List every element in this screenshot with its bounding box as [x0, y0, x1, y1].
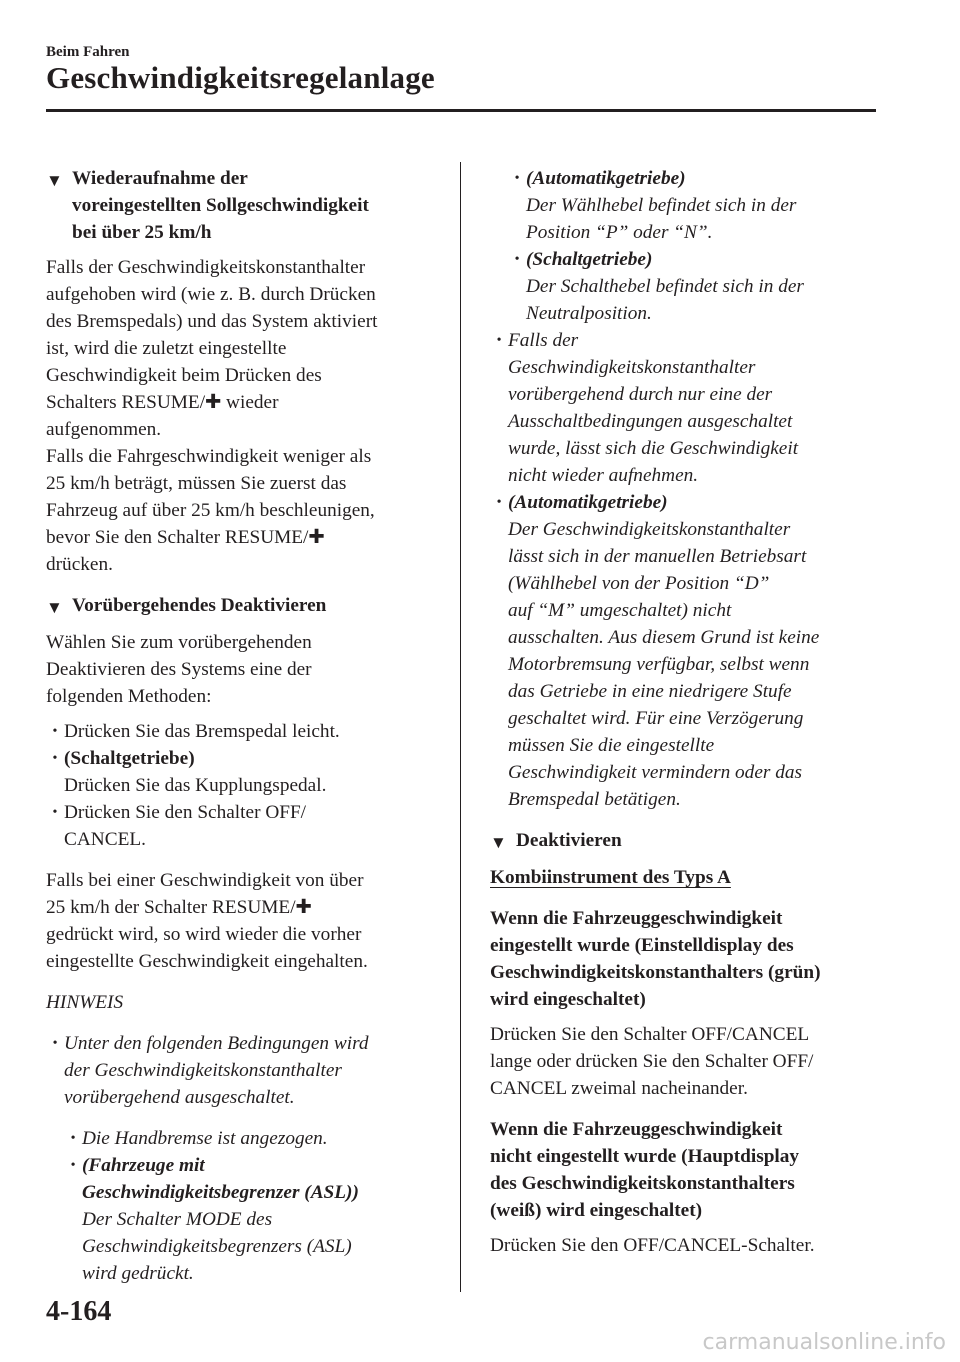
bullet-icon: •	[514, 252, 520, 267]
bullet-icon: •	[52, 724, 58, 739]
note-item	[46, 1030, 438, 1111]
list-item	[46, 745, 438, 799]
condition-heading-not-set: Wenn die Fahrzeuggeschwindigkeit nicht eingestellt wurde (Hauptdisplay des Geschwindigkeitskonstanthalters (weiß) wird eingeschaltet)	[490, 1119, 800, 1221]
bullet-icon: •	[52, 751, 58, 766]
note-subitem-text: Der Wählhebel befindet sich in der Position “P” oder “N”.	[526, 195, 797, 243]
paragraph-methods: Wählen Sie zum vorübergehenden Deaktivieren des Systems eine der folgenden Methoden:	[46, 632, 312, 707]
page-number: 4-164	[46, 1296, 112, 1327]
list-item	[46, 799, 438, 853]
note-subitem-head: (Fahrzeuge mit Geschwindigkeitsbegrenzer (ASL))	[82, 1155, 359, 1203]
list-item-text: Drücken Sie das Kupplungspedal.	[64, 775, 327, 796]
note-subitem	[64, 1125, 438, 1152]
bullet-icon: •	[52, 805, 58, 820]
subheading-cluster-type-a: Kombiinstrument des Typs A	[490, 867, 731, 888]
triangle-down-icon: ▼	[46, 171, 63, 190]
heading-resume-text: Wiederaufnahme der voreingestellten Sollgeschwindigkeit bei über 25 km/h	[72, 168, 369, 243]
note-subitem-head: (Schaltgetriebe)	[526, 249, 653, 270]
condition-text-set: Drücken Sie den Schalter OFF/CANCEL lange oder drücken Sie den Schalter OFF/ CANCEL zweimal nacheinander.	[490, 1024, 814, 1099]
list-item-text: Drücken Sie das Bremspedal leicht.	[64, 721, 340, 742]
note-item-head: (Automatikgetriebe)	[508, 492, 668, 513]
note-subitem-text: Die Handbremse ist angezogen.	[82, 1128, 328, 1149]
note-subitem-text: Der Schalter MODE des Geschwindigkeitsbegrenzers (ASL) wird gedrückt.	[82, 1209, 352, 1284]
right-column	[490, 165, 880, 1259]
page-title: Geschwindigkeitsregelanlage	[46, 60, 435, 95]
bullet-icon: •	[70, 1158, 76, 1173]
note-item-text: Falls der Geschwindigkeitskonstanthalter vorübergehend durch nur eine der Ausschaltbedingungen ausgeschaltet wurde, lässt sich die Geschwindigkeit nicht wieder aufnehmen.	[508, 330, 799, 486]
paragraph-resume: Falls der Geschwindigkeitskonstanthalter aufgehoben wird (wie z. B. durch Drücken des Bremspedals) und das System aktiviert ist, wird die zuletzt eingestellte Geschwindigkeit beim Drücken des Schalters RESUME/✚ wieder aufgenommen. Falls die Fahrgeschwindigkeit weniger als 25 km/h beträgt, müssen Sie zuerst das Fahrzeug auf über 25 km/h beschleunigen, bevor Sie den Schalter RESUME/✚ drücken.	[46, 257, 378, 575]
section-label: Beim Fahren	[46, 44, 130, 60]
note-subitem-text: Der Schalthebel befindet sich in der Neutralposition.	[526, 276, 804, 324]
header-rule	[46, 109, 876, 112]
condition-text-not-set: Drücken Sie den OFF/CANCEL-Schalter.	[490, 1235, 815, 1256]
bullet-icon: •	[496, 495, 502, 510]
note-subitem	[64, 1152, 438, 1287]
note-item	[490, 327, 880, 489]
heading-temporary-deactivate	[46, 592, 438, 621]
heading-deactivate-text: Deaktivieren	[516, 830, 622, 851]
triangle-down-icon: ▼	[46, 598, 63, 617]
condition-heading-set: Wenn die Fahrzeuggeschwindigkeit eingestellt wurde (Einstelldisplay des Geschwindigkeitskonstanthalters (grün) wird eingeschaltet)	[490, 908, 821, 1010]
note-subitem-head: (Automatikgetriebe)	[526, 168, 686, 189]
note-item-text: Unter den folgenden Bedingungen wird der Geschwindigkeitskonstanthalter vorübergehend ausgeschaltet.	[64, 1033, 369, 1108]
note-subitem	[508, 246, 880, 327]
heading-temporary-deactivate-text: Vorübergehendes Deaktivieren	[72, 595, 327, 616]
note-item-text: Der Geschwindigkeitskonstanthalter lässt sich in der manuellen Betriebsart (Wählhebel von der Position “D” auf “M” umgeschaltet) nicht ausschalten. Aus diesem Grund ist keine Motorbremsung verfügbar, selbst wenn das Getriebe in eine niedrigere Stufe geschaltet wird. Für eine Verzögerung müssen Sie die eingestellte Geschwindigkeit vermindern oder das Bremspedal betätigen.	[508, 519, 820, 810]
note-label: HINWEIS	[46, 992, 124, 1013]
list-item	[46, 718, 438, 745]
list-item-head: (Schaltgetriebe)	[64, 748, 195, 769]
heading-deactivate	[490, 827, 880, 856]
bullet-icon: •	[70, 1131, 76, 1146]
bullet-icon: •	[496, 333, 502, 348]
watermark: carmanualsonline.info	[702, 1330, 946, 1355]
heading-resume	[46, 165, 438, 246]
paragraph-resume-above: Falls bei einer Geschwindigkeit von über 25 km/h der Schalter RESUME/✚ gedrückt wird, so wird wieder die vorher eingestellte Geschwindigkeit eingehalten.	[46, 870, 368, 972]
left-column	[46, 165, 438, 1287]
note-item	[490, 489, 880, 813]
bullet-icon: •	[514, 171, 520, 186]
column-divider	[460, 162, 461, 1292]
list-item-text: Drücken Sie den Schalter OFF/ CANCEL.	[64, 802, 307, 850]
bullet-icon: •	[52, 1036, 58, 1051]
triangle-down-icon: ▼	[490, 833, 507, 852]
note-subitem	[508, 165, 880, 246]
